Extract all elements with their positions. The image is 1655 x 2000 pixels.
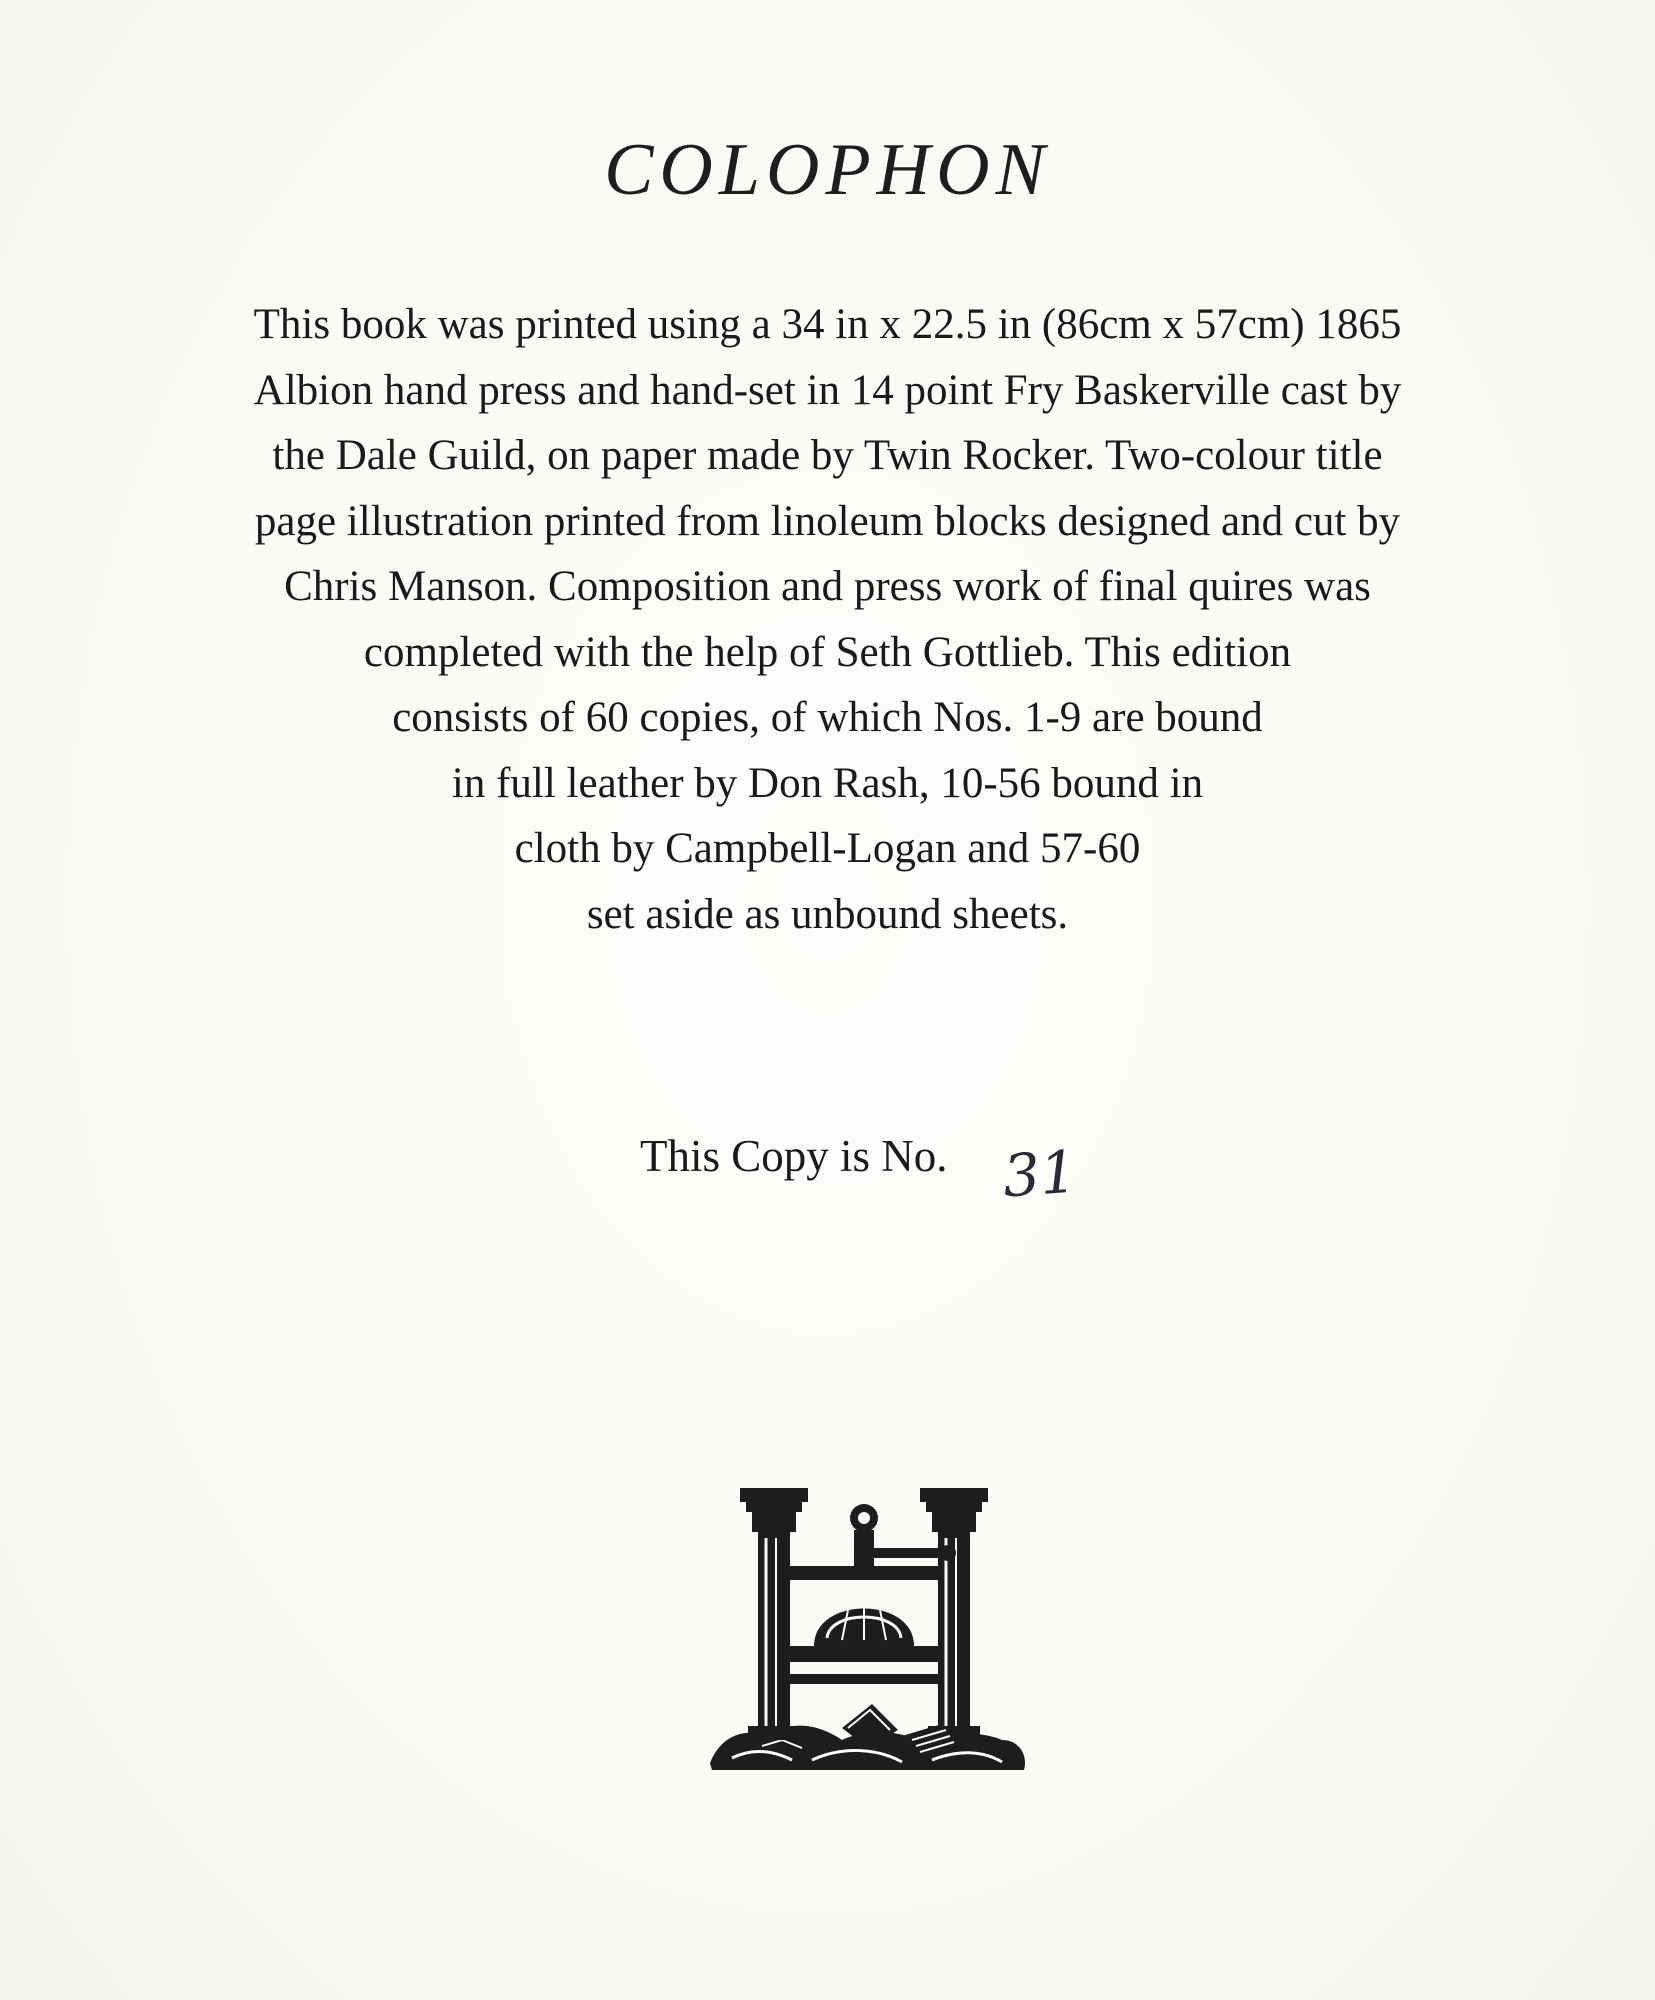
colophon-line: page illustration printed from linoleum blocks designed and cut by xyxy=(254,497,1401,545)
colophon-line: consists of 60 copies, of which Nos. 1-9 are bound xyxy=(392,694,1263,741)
colophon-line: the Dale Guild, on paper made by Twin Rocker. Two-colour title xyxy=(272,432,1383,479)
colophon-line: in full leather by Don Rash, 10-56 bound in xyxy=(451,759,1204,807)
colophon-line: Chris Manson. Composition and press work of final quires was xyxy=(284,563,1371,610)
colophon-line: Albion hand press and hand-set in 14 point Fry Baskerville cast by xyxy=(253,366,1402,414)
hand-press-woodcut-icon xyxy=(702,1478,1032,1778)
colophon-line: cloth by Campbell-Logan and 57-60 xyxy=(514,825,1141,872)
colophon-line: set aside as unbound sheets. xyxy=(586,890,1069,938)
copy-number-label: This Copy is No. xyxy=(640,1131,948,1181)
page-title: COLOPHON xyxy=(604,129,1051,211)
colophon-line: This book was printed using a 34 in x 22.5 in (86cm x 57cm) 1865 xyxy=(253,301,1402,348)
colophon-text xyxy=(140,292,1515,947)
handwritten-copy-number: 31 xyxy=(1000,1137,1080,1211)
colophon-line: completed with the help of Seth Gottlieb. This edition xyxy=(363,628,1292,676)
